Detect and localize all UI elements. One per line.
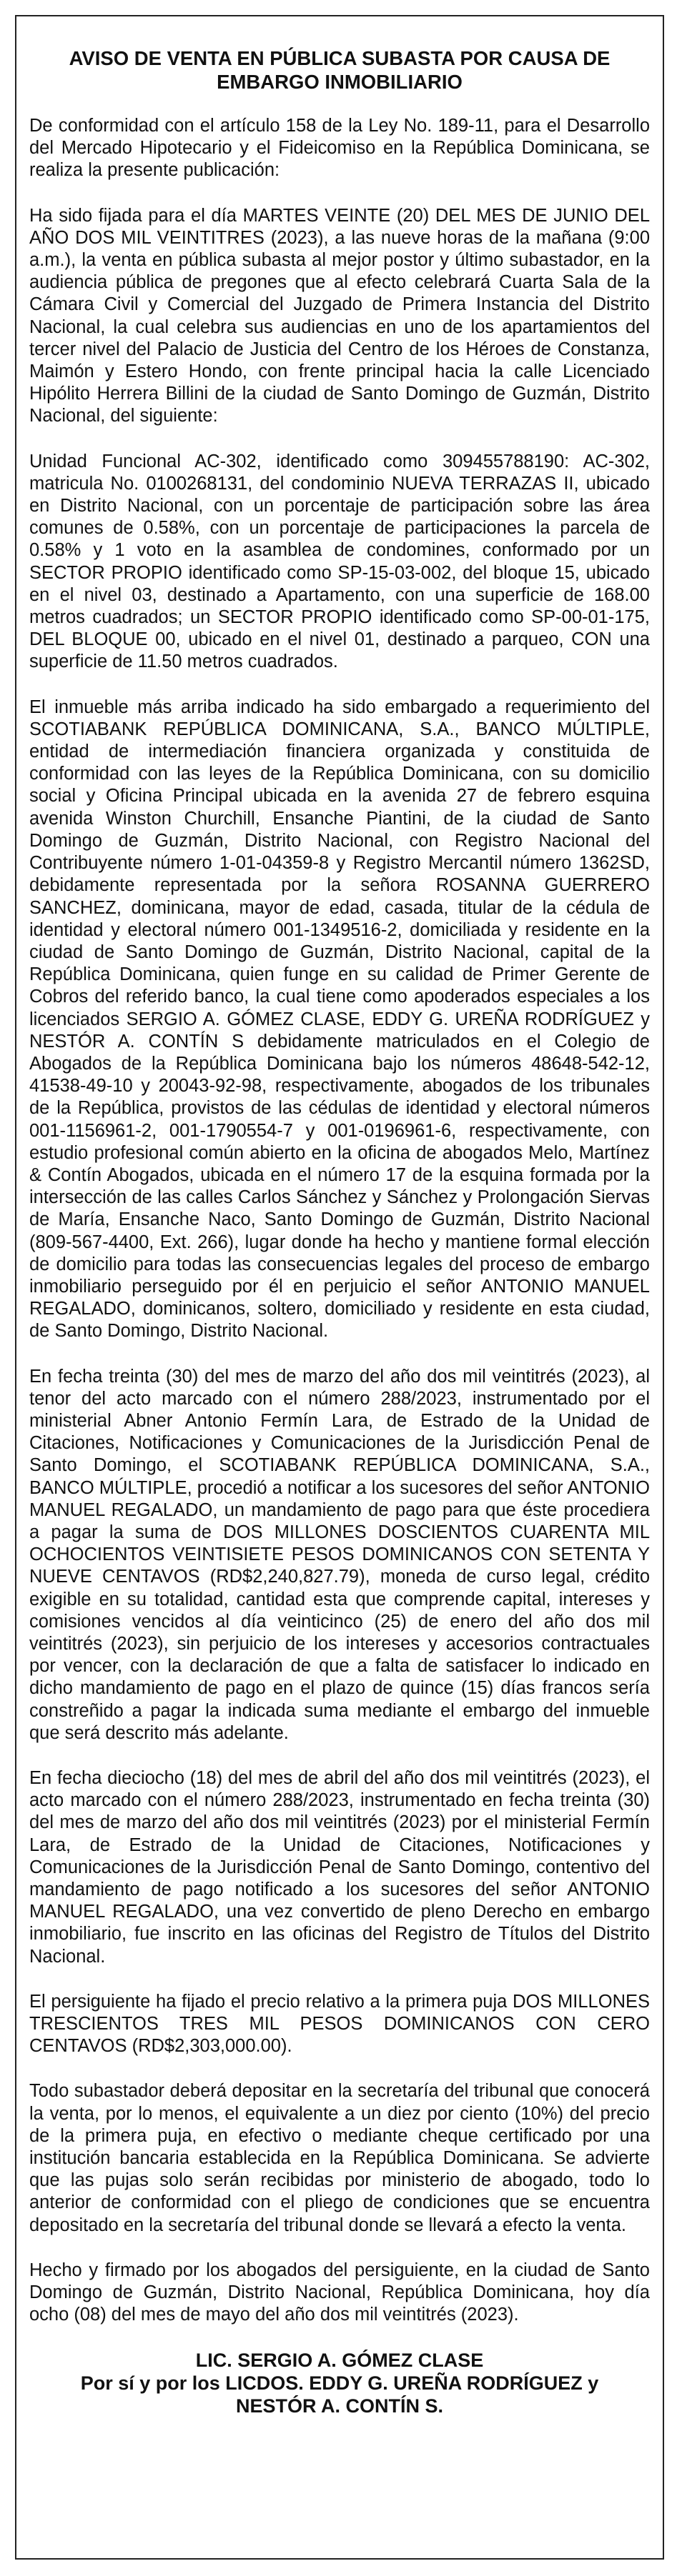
signature-line-2: Por sí y por los LICDOS. EDDY G. UREÑA RODRÍGUEZ y — [80, 2372, 599, 2395]
notice-title-line-1: AVISO DE VENTA EN PÚBLICA SUBASTA POR CAUSA DE — [69, 47, 611, 69]
legal-notice — [15, 15, 664, 2560]
notice-title — [29, 46, 650, 94]
paragraph-legal-basis: De conformidad con el artículo 158 de la Ley No. 189-11, para el Desarrollo del Mercado Hipotecario y el Fideicomiso en la República Dominicana, se realiza la presente publicación: — [29, 116, 650, 181]
paragraph-auction-date: Ha sido fijada para el día MARTES VEINTE (20) DEL MES DE JUNIO DEL AÑO DOS MIL VEINTITRES (2023), a las nueve horas de la mañana (9:00 a.m.), la venta en pública subasta al mejor postor y último subastador, en la audiencia pública de pregones que al efecto celebrará Cuarta Sala de la Cámara Civil y Comercial del Juzgado de Primera Instancia del Distrito Nacional, la cual celebra sus audiencias en uno de los apartamientos del tercer nivel del Palacio de Justicia del Centro de los Héroes de Constanza, Maimón y Estero Hondo, con frente principal hacia la calle Licenciado Hipólito Herrera Billini de la ciudad de Santo Domingo de Guzmán, Distrito Nacional, del siguiente: — [29, 205, 650, 426]
paragraph-deposit-conditions: Todo subastador deberá depositar en la secretaría del tribunal que conocerá la venta, por lo menos, el equivalente a un diez por ciento (10%) del precio de la primera puja, en efectivo o mediante cheque certificado por una institución bancaria establecida en la República Dominicana. Se advierte que las pujas solo serán recibidas por ministerio de abogado, todo lo anterior de conformidad con el pliego de condiciones que se encuentra depositado en la secretaría del tribunal donde se llevará a efecto la venta. — [29, 2081, 650, 2235]
signature-line-3: NESTÓR A. CONTÍN S. — [235, 2395, 443, 2417]
paragraph-property-description: Unidad Funcional AC-302, identificado como 309455788190: AC-302, matricula No. 0100268131, del condominio NUEVA TERRAZAS II, ubicado en Distrito Nacional, con un porcentaje de participación sobre las área comunes de 0.58%, con un porcentaje de participaciones la parcela de 0.58% y 1 voto en la asamblea de condomines, conformado por un SECTOR PROPIO identificado como SP-15-03-002, del bloque 15, ubicado en el nivel 03, destinado a Apartamento, con una superficie de 168.00 metros cuadrados; un SECTOR PROPIO identificado como SP-00-01-175, DEL BLOQUE 00, ubicado en el nivel 01, destinado a parqueo, CON una superficie de 11.50 metros cuadrados. — [29, 451, 650, 672]
paragraph-seizing-party: El inmueble más arriba indicado ha sido embargado a requerimiento del SCOTIABANK REPÚBLICA DOMINICANA, S.A., BANCO MÚLTIPLE, entidad de intermediación financiera organizada y constituida de conformidad con las leyes de la República Dominicana, con su domicilio social y Oficina Principal ubicada en la avenida 27 de febrero esquina avenida Winston Churchill, Ensanche Piantini, de la ciudad de Santo Domingo de Guzmán, Distrito Nacional, con Registro Nacional del Contribuyente número 1-01-04359-8 y Registro Mercantil número 1362SD, debidamente representada por la señora ROSANNA GUERRERO SANCHEZ, dominicana, mayor de edad, casada, titular de la cédula de identidad y electoral número 001-1349516-2, domiciliada y residente en la ciudad de Santo Domingo de Guzmán, Distrito Nacional, capital de la República Dominicana, quien funge en su calidad de Primer Gerente de Cobros del referido banco, la cual tiene como apoderados especiales a los licenciados SERGIO A. GÓMEZ CLASE, EDDY G. UREÑA RODRÍGUEZ y NESTÓR A. CONTÍN S debidamente matriculados en el Colegio de Abogados de la República Dominicana bajo los números 48648-542-12, 41538-49-10 y 20043-92-98, respectivamente, abogados de los tribunales de la República, provistos de las cédulas de identidad y electoral números 001-1156961-2, 001-1790554-7 y 001-0196961-6, respectivamente, con estudio profesional común abierto en la oficina de abogados Melo, Martínez & Contín Abogados, ubicada en el número 17 de la esquina formada por la intersección de las calles Carlos Sánchez y Sánchez y Prolongación Siervas de María, Ensanche Naco, Santo Domingo de Guzmán, Distrito Nacional (809-567-4400, Ext. 266), lugar donde ha hecho y mantiene formal elección de domicilio para todas las consecuencias legales del proceso de embargo inmobiliario perseguido por él en perjuicio el señor ANTONIO MANUEL REGALADO, dominicanos, soltero, domiciliado y residente en esta ciudad, de Santo Domingo, Distrito Nacional. — [29, 697, 650, 1342]
signature-line-1: LIC. SERGIO A. GÓMEZ CLASE — [195, 2350, 484, 2372]
paragraph-signed-date: Hecho y firmado por los abogados del persiguiente, en la ciudad de Santo Domingo de Guzmán, Distrito Nacional, República Dominicana, hoy día ocho (08) del mes de mayo del año dos mil veintitrés (2023). — [29, 2260, 650, 2325]
paragraph-first-bid-price: El persiguiente ha fijado el precio relativo a la primera puja DOS MILLONES TRESCIENTOS TRES MIL PESOS DOMINICANOS CON CERO CENTAVOS (RD$2,303,000.00). — [29, 1991, 650, 2057]
paragraph-payment-order: En fecha treinta (30) del mes de marzo del año dos mil veintitrés (2023), al tenor del acto marcado con el número 288/2023, instrumentado por el ministerial Abner Antonio Fermín Lara, de Estrado de la Unidad de Citaciones, Notificaciones y Comunicaciones de la Jurisdicción Penal de Santo Domingo, el SCOTIABANK REPÚBLICA DOMINICANA, S.A., BANCO MÚLTIPLE, procedió a notificar a los sucesores del señor ANTONIO MANUEL REGALADO, un mandamiento de pago para que éste procediera a pagar la suma de DOS MILLONES DOSCIENTOS CUARENTA MIL OCHOCIENTOS VEINTISIETE PESOS DOMINICANOS CON SETENTA Y NUEVE CENTAVOS (RD$2,240,827.79), moneda de curso legal, crédito exigible en su totalidad, cantidad esta que comprende capital, intereses y comisiones vencidos al día veinticinco (25) de enero del año dos mil veintitrés (2023), sin perjuicio de los intereses y accesorios contractuales por vencer, con la declaración de que a falta de satisfacer lo indicado en dicho mandamiento de pago en el plazo de quince (15) días francos sería constreñido a pagar la indicada suma mediante el embargo del inmueble que será descrito más adelante. — [29, 1366, 650, 1743]
signature-block — [29, 2349, 650, 2417]
paragraph-registration: En fecha dieciocho (18) del mes de abril del año dos mil veintitrés (2023), el acto marcado con el número 288/2023, instrumentado en fecha treinta (30) del mes de marzo del año dos mil veintitrés (2023) por el ministerial Fermín Lara, de Estrado de la Unidad de Citaciones, Notificaciones y Comunicaciones de la Jurisdicción Penal de Santo Domingo, contentivo del mandamiento de pago notificado a los sucesores del señor ANTONIO MANUEL REGALADO, una vez convertido de pleno Derecho en embargo inmobiliario, fue inscrito en las oficinas del Registro de Títulos del Distrito Nacional. — [29, 1768, 650, 1967]
notice-title-line-2: EMBARGO INMOBILIARIO — [217, 71, 463, 93]
